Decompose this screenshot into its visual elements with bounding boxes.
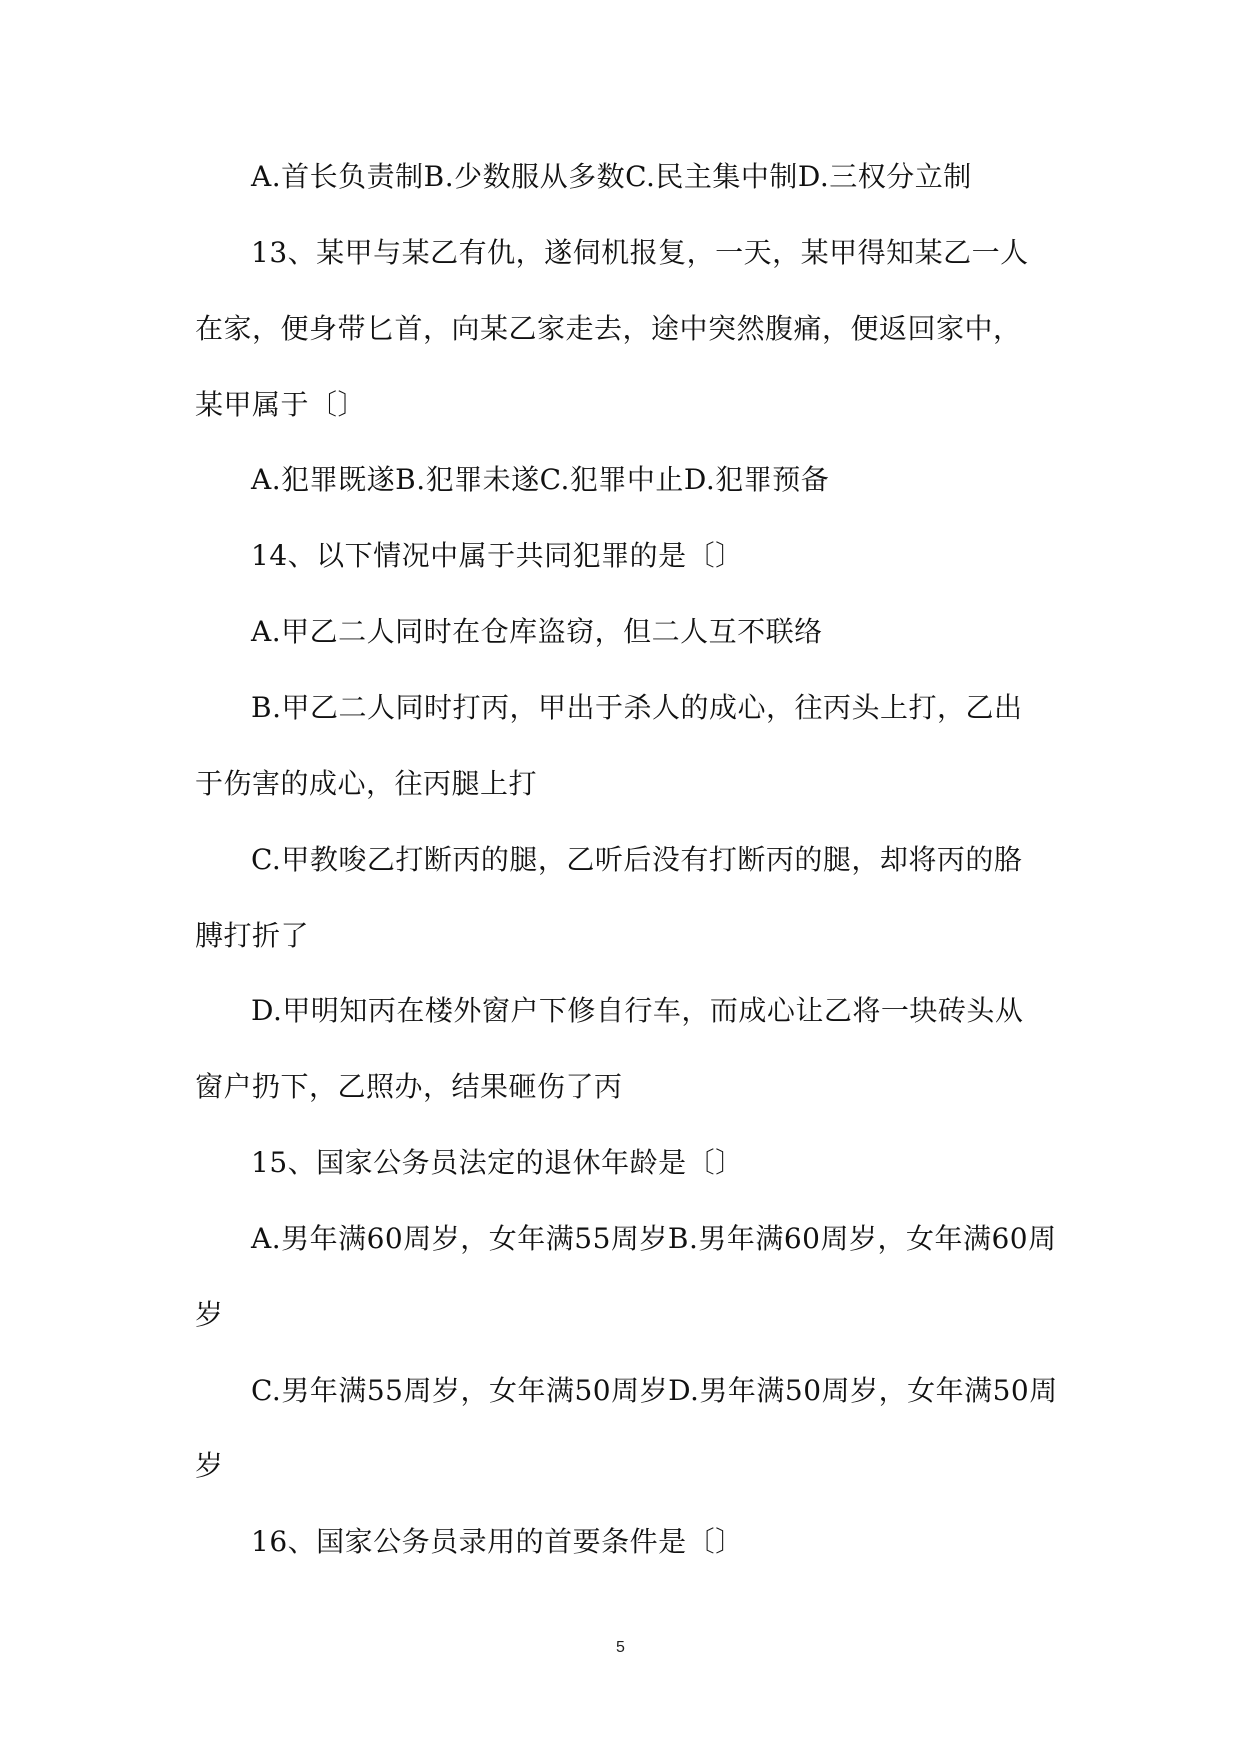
q14-option-d-line-1: D.甲明知丙在楼外窗户下修自行车，而成心让乙将一块砖头从 [251,994,1024,1027]
q14-option-d-line-2: 窗户扔下，乙照办，结果砸伤了丙 [195,1070,623,1103]
q13-stem-line-2: 在家，便身带匕首，向某乙家走去，途中突然腹痛，便返回家中， [195,312,1022,345]
q14-option-c-line-2: 膊打折了 [195,919,310,952]
q13-stem-line-1: 13、某甲与某乙有仇，遂伺机报复，一天，某甲得知某乙一人 [251,236,1029,269]
q15-options-ab-line-2: 岁 [195,1298,224,1331]
q15-options-cd-line-2: 岁 [195,1449,224,1482]
q13-options-line: A.犯罪既遂B.犯罪未遂C.犯罪中止D.犯罪预备 [251,463,830,496]
q14-option-b-line-1: B.甲乙二人同时打丙，甲出于杀人的成心，往丙头上打，乙出 [251,691,1023,724]
q15-stem-line: 15、国家公务员法定的退休年龄是〔〕 [251,1146,744,1179]
q14-option-b-line-2: 于伤害的成心，往丙腿上打 [195,767,538,800]
q14-stem-line: 14、以下情况中属于共同犯罪的是〔〕 [251,539,744,572]
q15-options-cd-line-1: C.男年满55周岁，女年满50周岁D.男年满50周岁，女年满50周 [251,1374,1058,1407]
q14-option-c-line-1: C.甲教唆乙打断丙的腿，乙听后没有打断丙的腿，却将丙的胳 [251,843,1023,876]
q16-stem-line: 16、国家公务员录用的首要条件是〔〕 [251,1525,744,1558]
q12-options-line: A.首长负责制B.少数服从多数C.民主集中制D.三权分立制 [251,160,972,193]
q14-option-a: A.甲乙二人同时在仓库盗窃，但二人互不联络 [251,615,823,648]
q15-options-ab-line-1: A.男年满60周岁，女年满55周岁B.男年满60周岁，女年满60周 [251,1222,1057,1255]
q13-stem-line-3: 某甲属于〔〕 [195,388,367,421]
page-number: 5 [616,1639,625,1656]
